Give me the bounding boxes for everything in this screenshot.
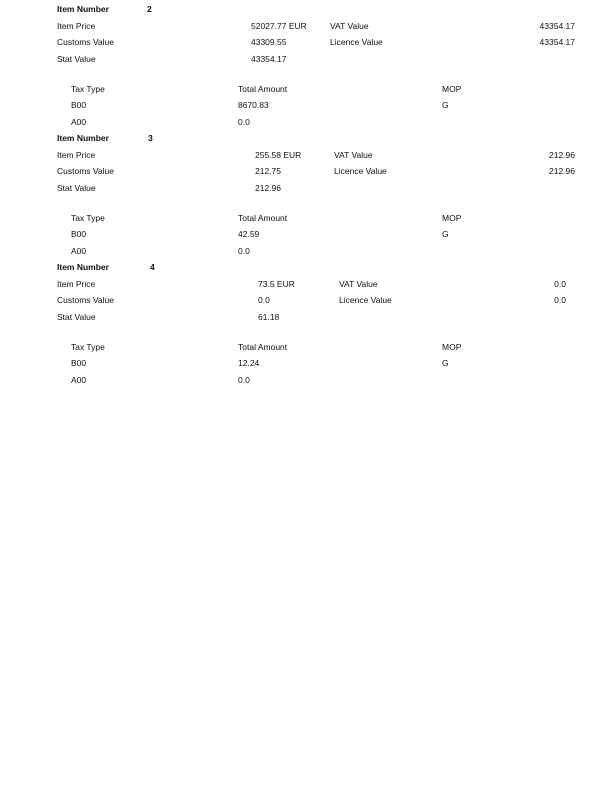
total-amount-header: Total Amount xyxy=(238,342,288,352)
item-number-label: Item Number xyxy=(57,133,109,143)
tax-type-cell: B00 xyxy=(71,229,87,239)
total-amount-header: Total Amount xyxy=(238,213,288,223)
customs-value: 0.0 xyxy=(258,295,270,305)
tax-amount-cell: 0.0 xyxy=(238,117,250,127)
item-number-value: 3 xyxy=(148,133,153,143)
customs-value-label: Customs Value xyxy=(57,166,115,176)
stat-value: 61.18 xyxy=(258,312,280,322)
item-price-value: 52027.77 EUR xyxy=(251,21,307,31)
tax-type-header: Tax Type xyxy=(71,342,105,352)
item-price-label: Item Price xyxy=(57,279,96,289)
tax-mop-cell: G xyxy=(442,229,449,239)
item-price-value: 255.58 EUR xyxy=(255,150,302,160)
vat-value: 212.96 xyxy=(549,150,575,160)
licence-value-label: Licence Value xyxy=(330,37,383,47)
mop-header: MOP xyxy=(442,342,462,352)
licence-value: 43354.17 xyxy=(539,37,575,47)
mop-header: MOP xyxy=(442,213,462,223)
item-price-value: 73.5 EUR xyxy=(258,279,295,289)
tax-type-header: Tax Type xyxy=(71,84,105,94)
licence-value-label: Licence Value xyxy=(334,166,387,176)
vat-value: 0.0 xyxy=(554,279,566,289)
total-amount-header: Total Amount xyxy=(238,84,288,94)
tax-type-cell: A00 xyxy=(71,375,87,385)
tax-type-cell: A00 xyxy=(71,246,87,256)
tax-type-header: Tax Type xyxy=(71,213,105,223)
customs-value-label: Customs Value xyxy=(57,295,115,305)
customs-value-label: Customs Value xyxy=(57,37,115,47)
tax-type-cell: A00 xyxy=(71,117,87,127)
item-price-label: Item Price xyxy=(57,150,96,160)
tax-amount-cell: 0.0 xyxy=(238,246,250,256)
vat-value: 43354.17 xyxy=(539,21,575,31)
stat-value-label: Stat Value xyxy=(57,54,96,64)
licence-value: 212.96 xyxy=(549,166,575,176)
item-price-label: Item Price xyxy=(57,21,96,31)
tax-type-cell: B00 xyxy=(71,100,87,110)
tax-mop-cell: G xyxy=(442,358,449,368)
item-number-label: Item Number xyxy=(57,262,109,272)
tax-amount-cell: 12.24 xyxy=(238,358,260,368)
stat-value: 43354.17 xyxy=(251,54,287,64)
customs-value: 212.75 xyxy=(255,166,281,176)
vat-value-label: VAT Value xyxy=(330,21,369,31)
tax-amount-cell: 8670.83 xyxy=(238,100,269,110)
tax-type-cell: B00 xyxy=(71,358,87,368)
vat-value-label: VAT Value xyxy=(339,279,378,289)
tax-mop-cell: G xyxy=(442,100,449,110)
item-number-value: 2 xyxy=(147,4,152,14)
mop-header: MOP xyxy=(442,84,462,94)
item-number-value: 4 xyxy=(150,262,155,272)
item-number-label: Item Number xyxy=(57,4,109,14)
vat-value-label: VAT Value xyxy=(334,150,373,160)
stat-value-label: Stat Value xyxy=(57,183,96,193)
stat-value: 212.96 xyxy=(255,183,281,193)
licence-value-label: Licence Value xyxy=(339,295,392,305)
customs-value: 43309.55 xyxy=(251,37,287,47)
tax-amount-cell: 0.0 xyxy=(238,375,250,385)
licence-value: 0.0 xyxy=(554,295,566,305)
stat-value-label: Stat Value xyxy=(57,312,96,322)
tax-amount-cell: 42.59 xyxy=(238,229,260,239)
